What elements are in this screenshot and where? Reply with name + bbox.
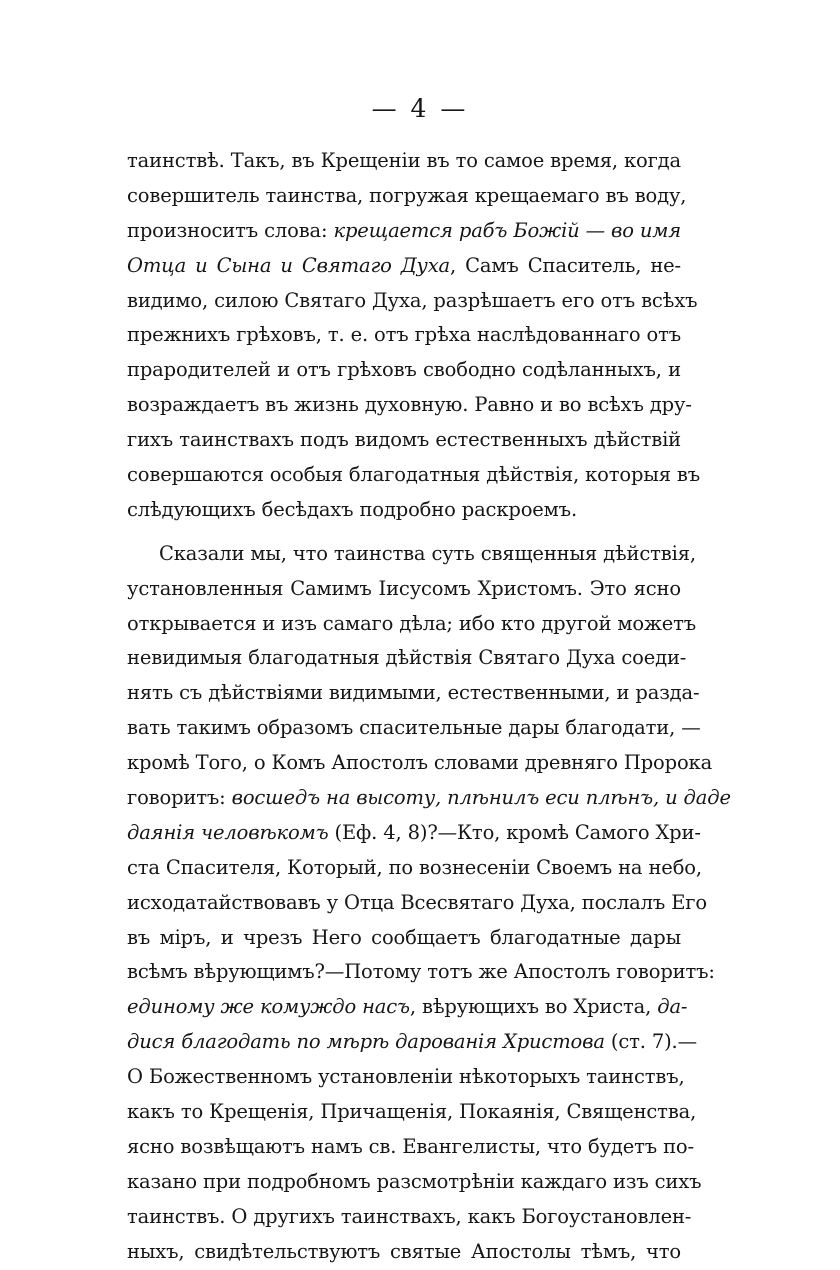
text-run: говоритъ: — [127, 786, 232, 810]
text-line — [127, 179, 687, 214]
italic-quote: Отца и Сына и Святаго Духа — [127, 253, 451, 277]
text-run: всѣмъ вѣрующимъ?—Потому тотъ же Апостолъ говоритъ: — [127, 960, 715, 984]
text-line — [127, 886, 707, 921]
text-line — [127, 607, 697, 642]
text-line — [127, 388, 692, 423]
text-line — [127, 641, 687, 676]
text-line — [127, 458, 700, 493]
text-run: таинствъ. О другихъ таинствахъ, какъ Богоустановлен- — [127, 1204, 692, 1228]
body-text — [127, 144, 731, 1270]
text-run: гихъ таинствахъ подъ видомъ естественныхъ дѣйствій — [127, 428, 681, 452]
page-number: — 4 — — [371, 94, 469, 123]
italic-quote: крещается рабъ Божій — во имя — [333, 218, 682, 242]
text-line — [127, 746, 713, 781]
text-run: въ міръ, и чрезъ Него сообщаетъ благодатные дары — [127, 925, 681, 949]
text-line — [127, 921, 681, 956]
text-run: , Самъ Спаситель, не- — [450, 253, 682, 277]
text-run: (ст. 7).— — [604, 1030, 697, 1054]
text-line — [127, 423, 681, 458]
text-run: ста Спасителя, Который, по вознесеніи Своемъ на небо, — [127, 855, 702, 879]
text-run: произноситъ слова: — [127, 218, 334, 242]
text-run: открывается и изъ самаго дѣла; ибо кто другой можетъ — [127, 611, 697, 635]
text-line — [127, 493, 681, 528]
text-line — [127, 851, 702, 886]
text-line — [127, 955, 715, 990]
text-line — [127, 1095, 697, 1130]
text-run: Сказали мы, что таинства суть священныя дѣйствія, — [159, 541, 696, 565]
text-line — [127, 572, 681, 607]
text-run: какъ то Крещенія, Причащенія, Покаянія, Священства, — [127, 1100, 697, 1124]
italic-quote: даянія человѣкомъ — [127, 820, 329, 844]
text-line — [127, 816, 701, 851]
text-line — [127, 1060, 685, 1095]
text-line — [127, 537, 696, 572]
text-line — [127, 676, 700, 711]
text-run: ныхъ, свидѣтельствуютъ святые Апостолы тѣмъ, что — [127, 1239, 681, 1263]
text-run: совершаются особыя благодатныя дѣйствія, которыя въ — [127, 463, 700, 487]
italic-quote: восшедъ на высоту, плѣнилъ еси плѣнъ, и даде — [231, 786, 731, 810]
text-line — [127, 1130, 694, 1165]
text-line — [127, 144, 681, 179]
text-line — [127, 1165, 702, 1200]
text-run: возраждаетъ въ жизнь духовную. Равно и во всѣхъ дру- — [127, 393, 692, 417]
text-run: казано при подробномъ разсмотрѣніи каждаго изъ сихъ — [127, 1169, 702, 1193]
text-line — [127, 781, 731, 816]
italic-quote: дися благодать по мѣрѣ дарованія Христова — [127, 1030, 605, 1054]
text-line — [127, 711, 701, 746]
italic-quote: единому же комуждо насъ — [127, 995, 410, 1019]
text-run: , вѣрующихъ во Христа, — [409, 995, 658, 1019]
text-run: установленныя Самимъ Іисусомъ Христомъ. Это ясно — [127, 576, 681, 600]
text-line — [127, 990, 688, 1025]
text-line — [127, 1200, 692, 1235]
text-run: ясно возвѣщаютъ намъ св. Евангелисты, что будетъ по- — [127, 1134, 694, 1158]
text-run: (Еф. 4, 8)?—Кто, кромѣ Самого Хри- — [328, 820, 701, 844]
text-run: нять съ дѣйствіями видимыми, естественными, и разда- — [127, 681, 700, 705]
text-line — [127, 318, 681, 353]
text-line — [127, 284, 698, 319]
text-run: прародителей и отъ грѣховъ свободно содѣланныхъ, и — [127, 358, 681, 382]
text-run: видимо, силою Святаго Духа, разрѣшаетъ его отъ всѣхъ — [127, 288, 698, 312]
text-line — [127, 353, 681, 388]
text-run: прежнихъ грѣховъ, т. е. отъ грѣха наслѣдованнаго отъ — [127, 323, 682, 347]
text-line — [127, 214, 681, 249]
text-run: О Божественномъ установленіи нѣкоторыхъ таинствъ, — [127, 1065, 685, 1089]
text-run: исходатайствовавъ у Отца Всесвятаго Духа, послалъ Его — [127, 890, 707, 914]
italic-quote: да- — [657, 995, 688, 1019]
text-line — [127, 249, 681, 284]
text-run: вать такимъ образомъ спасительные дары благодати, — — [127, 716, 701, 740]
text-run: слѣдующихъ бесѣдахъ подробно раскроемъ. — [127, 497, 577, 521]
text-run: кромѣ Того, о Комъ Апостолъ словами древняго Пророка — [127, 751, 713, 775]
text-line — [127, 1235, 681, 1270]
text-run: совершитель таинства, погружая крещаемаго въ воду, — [127, 183, 687, 207]
text-run: таинствѣ. Такъ, въ Крещеніи въ то самое время, когда — [127, 149, 682, 172]
text-run: невидимыя благодатныя дѣйствія Святаго Духа соеди- — [127, 646, 687, 670]
text-line — [127, 1025, 697, 1060]
